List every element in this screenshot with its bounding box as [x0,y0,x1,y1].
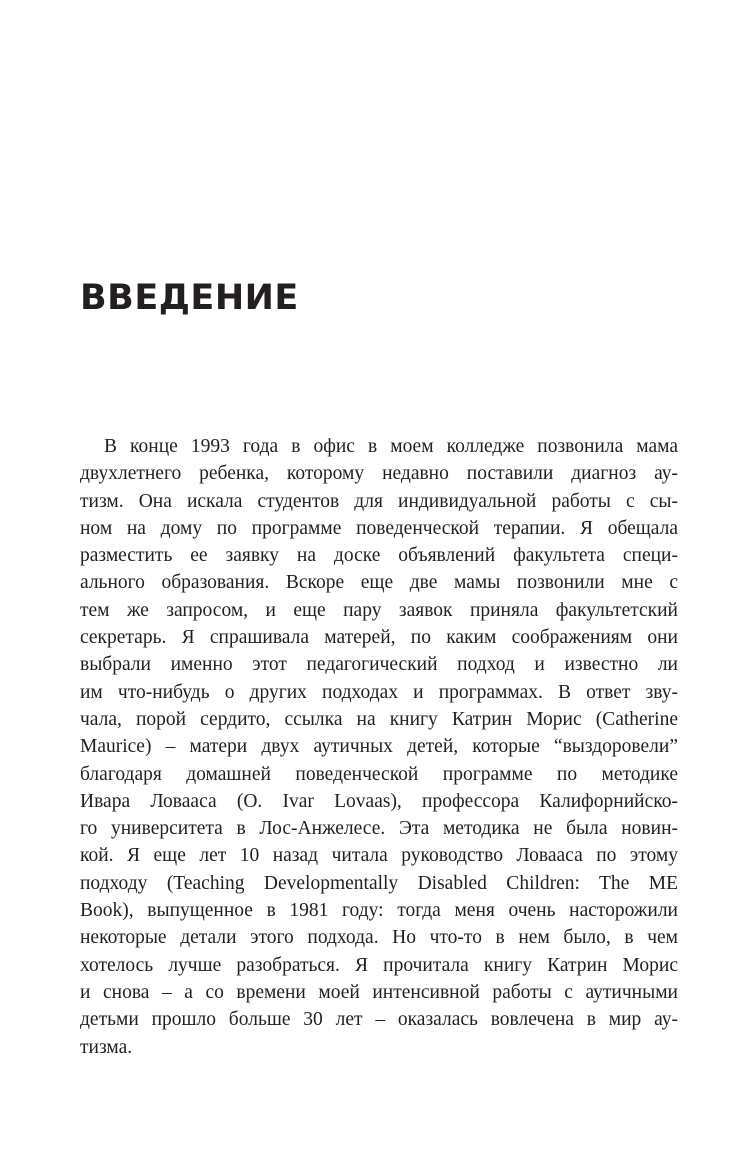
paragraph-line: тизм. Она искала студентов для индивидуальной работы с сы- [80,490,678,512]
paragraph-line: им что-нибудь о других подходах и программах. В ответ зву- [80,681,678,703]
paragraph-line: разместить ее заявку на доске объявлений факультета специ- [80,545,678,567]
paragraph-line: кой. Я еще лет 10 назад читала руководство Ловааса по этому [80,845,678,867]
paragraph-line: ном на дому по программе поведенческой терапии. Я обещала [80,517,678,539]
paragraph-line: и снова – а со времени моей интенсивной работы с аутичными [80,981,678,1003]
paragraph-line: двухлетнего ребенка, которому недавно поставили диагноз ау- [80,463,678,485]
paragraph-line: тизма. [80,1036,133,1058]
chapter-title: ВВЕДЕНИЕ [80,278,299,318]
paragraph-line: подходу (Teaching Developmentally Disabled Children: The ME [80,872,678,894]
paragraph-line: Book), выпущенное в 1981 году: тогда меня очень насторожили [80,900,678,922]
paragraph-line: го университета в Лос-Анжелесе. Эта методика не была новин- [80,818,678,840]
paragraph-line: секретарь. Я спрашивала матерей, по каким соображениям они [80,627,678,649]
paragraph-line: ального образования. Вскоре еще две мамы позвонили мне с [80,572,678,594]
paragraph-line: выбрали именно этот педагогический подход и известно ли [80,654,678,676]
paragraph-line: тем же запросом, и еще пару заявок приняла факультетский [80,599,678,621]
paragraph-line: чала, порой сердито, ссылка на книгу Катрин Морис (Catherine [80,708,678,730]
paragraph-line: Maurice) – матери двух аутичных детей, которые “выздоровели” [80,736,678,758]
paragraph-line: Ивара Ловааса (O. Ivar Lovaas), профессора Калифорнийско- [80,790,678,812]
paragraph-line: детьми прошло больше 30 лет – оказалась вовлечена в мир ау- [80,1009,678,1031]
paragraph-line: В конце 1993 года в офис в моем колледже позвонила мама [104,436,678,457]
paragraph-line: некоторые детали этого подхода. Но что-то в нем было, в чем [80,927,678,949]
paragraph-line: благодаря домашней поведенческой программе по методике [80,763,678,785]
paragraph-line: хотелось лучше разобраться. Я прочитала книгу Катрин Морис [80,954,678,976]
introduction-paragraph [80,433,678,1061]
